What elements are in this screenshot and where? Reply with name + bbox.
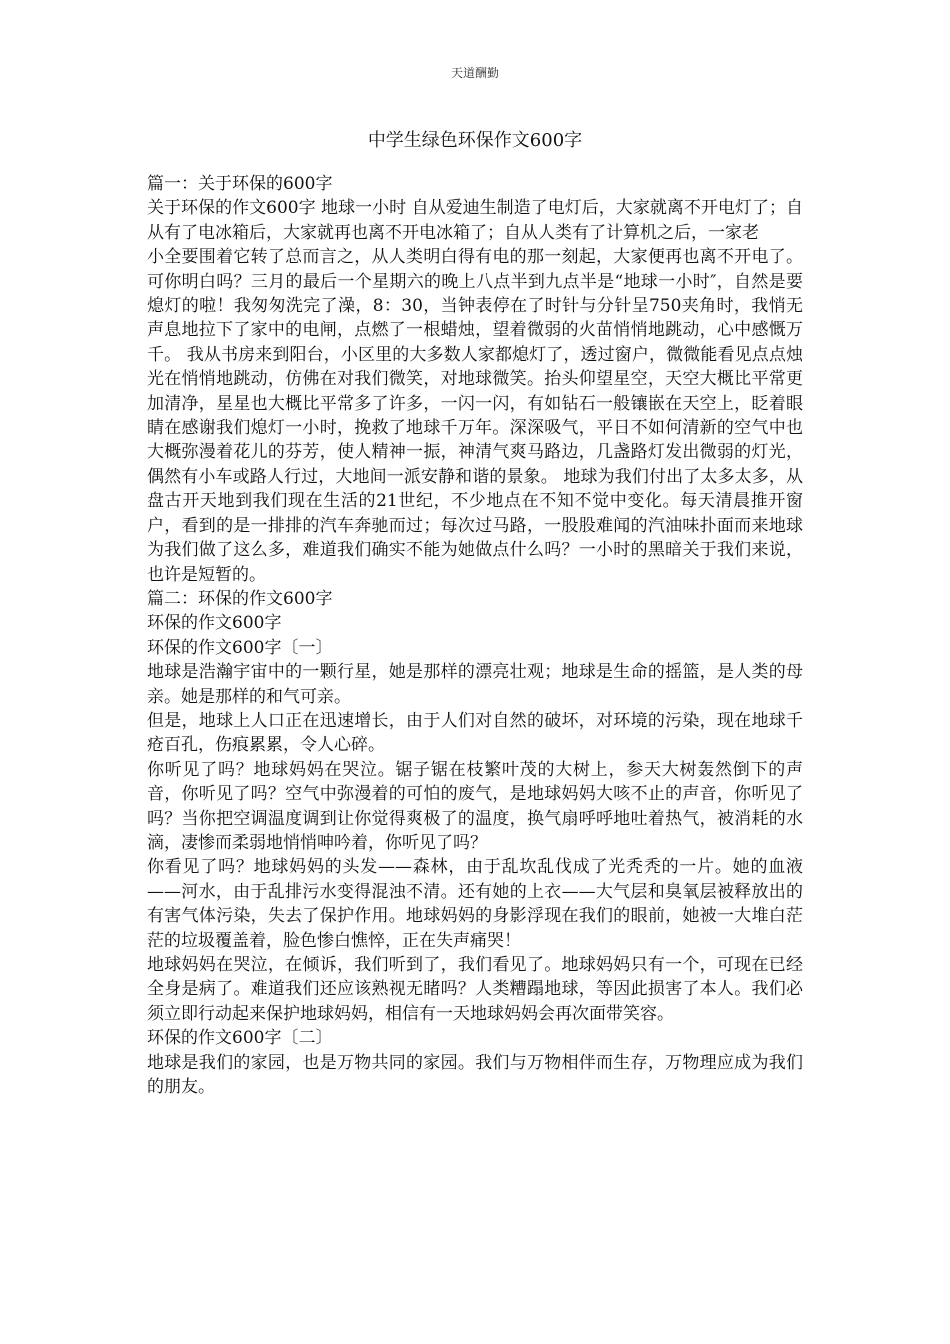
paragraph: 你听见了吗？地球妈妈在哭泣。锯子锯在枝繁叶茂的大树上，参天大树轰然倒下的声音，你听见了吗？空气中弥漫着的可怕的废气，是地球妈妈大咳不止的声音，你听见了吗？当你把空调温度调到让你觉得爽极了的温度，换气扇呼呼地吐着热气，被消耗的水滴，凄惨而柔弱地悄悄呻吟着，你听见了吗？ — [147, 759, 803, 853]
paragraph: 地球妈妈在哭泣，在倾诉，我们听到了，我们看见了。地球妈妈只有一个，可现在已经全身是病了。难道我们还应该熟视无睹吗？人类糟蹋地球，等因此损害了本人。我们必须立即行动起来保护地球妈妈，相信有一天地球妈妈会再次面带笑容。 — [147, 955, 803, 1024]
document-title: 中学生绿色环保作文600字 — [367, 130, 583, 151]
subheading: 环保的作文600字 — [147, 613, 282, 634]
paragraph: 你看见了吗？地球妈妈的头发——森林，由于乱坎乱伐成了光秃秃的一片。她的血液——河水，由于乱排污水变得混浊不清。还有她的上衣——大气层和臭氧层被释放出的有害气体污染，失去了保护作用。地球妈妈的身影浮现在我们的眼前，她被一大堆白茫茫的垃圾覆盖着，脸色惨白憔悴，正在失声痛哭！ — [147, 857, 803, 951]
section-heading: 篇二：环保的作文600字 — [147, 588, 333, 609]
page-header: 天道酬勤 — [450, 66, 499, 80]
section-heading: 篇一：关于环保的600字 — [147, 174, 333, 194]
document-body — [147, 172, 803, 1099]
paragraph: 地球是浩瀚宇宙中的一颗行星，她是那样的漂亮壮观；地球是生命的摇篮，是人类的母亲。她是那样的和气可亲。 — [147, 662, 803, 707]
paragraph: 关于环保的作文600字 地球一小时 自从爱迪生制造了电灯后，大家就离不开电灯了；自从有了电冰箱后，大家就再也离不开电冰箱了；自从人类有了计算机之后，一家老 — [147, 198, 803, 243]
subheading: 环保的作文600字〔一〕 — [147, 637, 333, 658]
paragraph: 但是，地球上人口正在迅速增长，由于人们对自然的破坏，对环境的污染，现在地球千疮百孔，伤痕累累，令人心碎。 — [147, 710, 803, 756]
paragraph: 地球是我们的家园，也是万物共同的家园。我们与万物相伴而生存，万物理应成为我们的朋友。 — [147, 1052, 803, 1098]
subheading: 环保的作文600字〔二〕 — [147, 1028, 333, 1049]
paragraph: 小全要围着它转了总而言之，从人类明白得有电的那一刻起，大家便再也离不开电了。 可你明白吗？三月的最后一个星期六的晚上八点半到九点半是“地球一小时″，自然是要熄灯的啦！我匆匆洗完了澡，8：30，当钟表停在了时针与分针呈750夹角时，我悄无声息地拉下了家中的电闸，点燃了一根蜡烛，望着微弱的火苗悄悄地跳动，心中感慨万千。 我从书房来到阳台，小区里的大多数人家都熄灯了，透过窗户，微微能看见点点烛光在悄悄地跳动，仿佛在对我们微笑，对地球微笑。抬头仰望星空，天空大概比平常更加清净，星星也大概比平常多了许多，一闪一闪，有如钻石一般镶嵌在天空上，眨着眼睛在感谢我们熄灯一小时，挽救了地球千万年。深深吸气，平日不如何清新的空气中也大概弥漫着花儿的芬芳，使人精神一振，神清气爽马路边，几盏路灯发出微弱的灯光，偶然有小车或路人行过，大地间一派安静和谐的景象。 地球为我们付出了太多太多，从盘古开天地到我们现在生活的21世纪，不少地点在不知不觉中变化。每天清晨推开窗户，看到的是一排排的汽车奔驰而过；每次过马路，一股股难闻的汽油味扑面而来地球为我们做了这么多，难道我们确实不能为她做点什么吗？一小时的黑暗关于我们来说，也许是短暂的。 — [147, 247, 803, 585]
